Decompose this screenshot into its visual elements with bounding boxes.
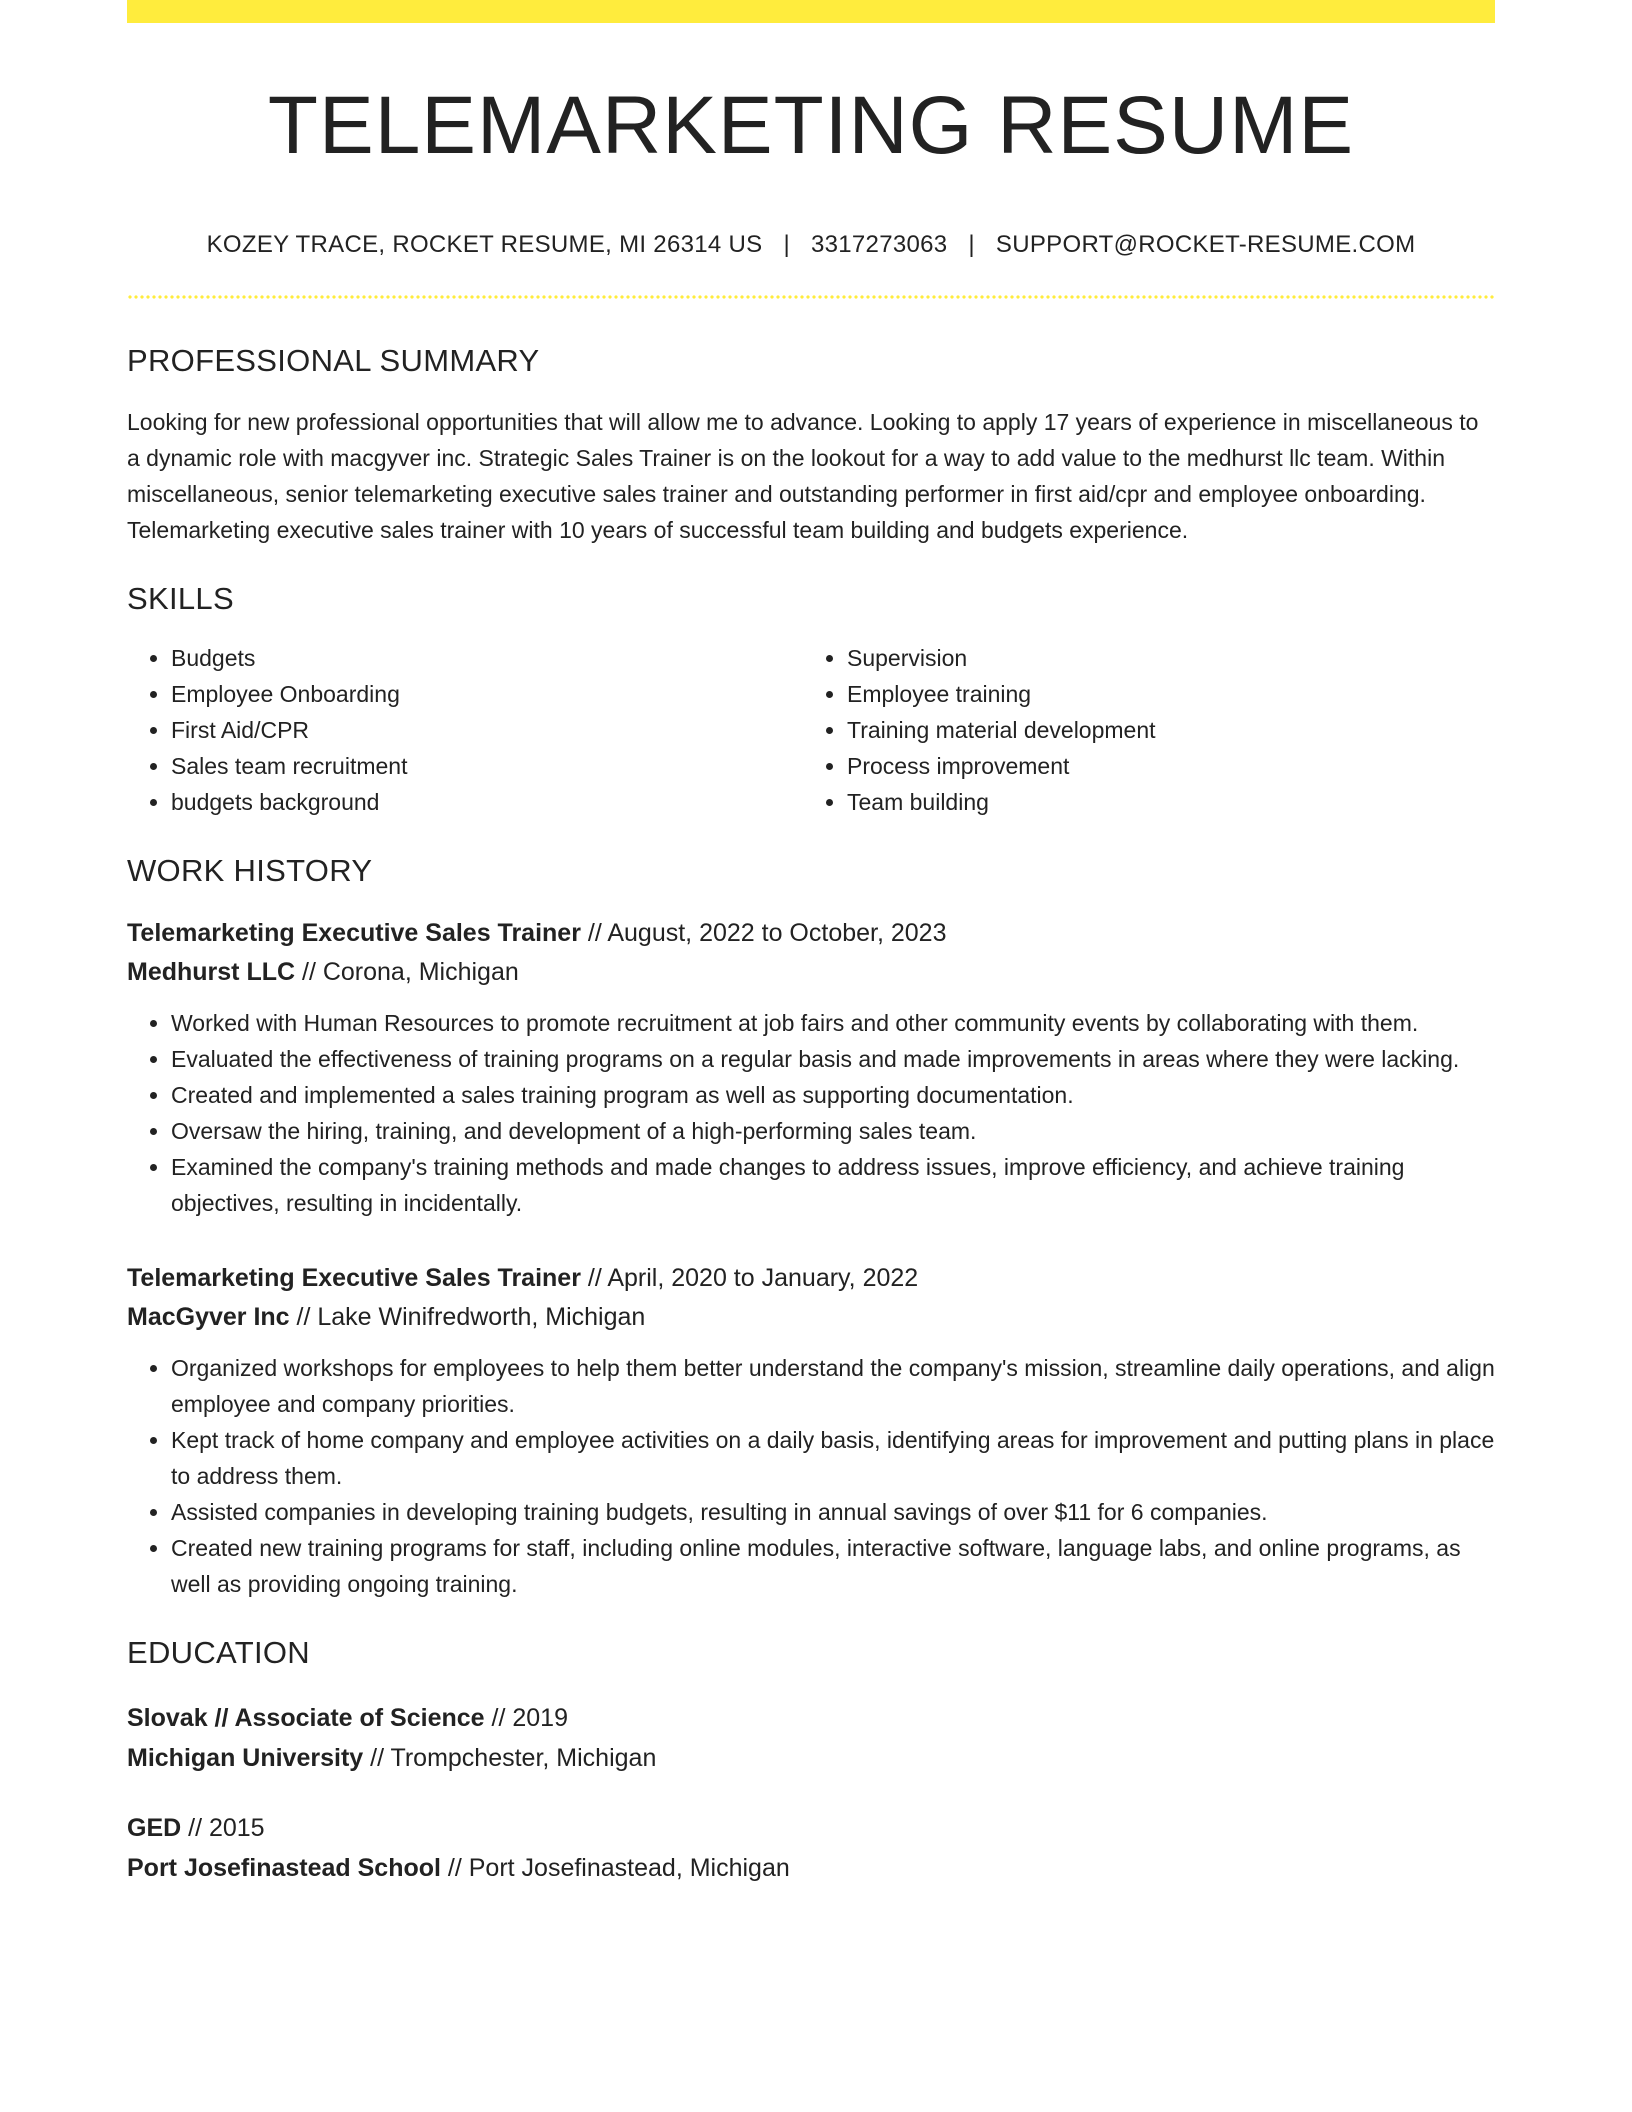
job-location: // Lake Winifredworth, Michigan (289, 1303, 646, 1331)
education-school: Michigan University (127, 1744, 364, 1772)
top-accent-bar (127, 0, 1495, 23)
education-degree-line (127, 1808, 1495, 1848)
education-degree: Slovak // Associate of Science (127, 1704, 485, 1732)
skills-column-1 (127, 640, 801, 820)
skill-item: • budgets background (171, 784, 801, 820)
skills-columns (127, 640, 1495, 820)
contact-phone: 3317273063 (810, 231, 948, 258)
job-title: Telemarketing Executive Sales Trainer (127, 919, 581, 947)
work-history-heading: WORK HISTORY (127, 853, 373, 888)
job-company: Medhurst LLC (127, 958, 296, 986)
job-entry (127, 914, 1495, 1221)
education-school: Port Josefinastead School (127, 1854, 441, 1882)
job-company-line (127, 953, 1495, 992)
contact-address: KOZEY TRACE, ROCKET RESUME, MI 26314 US (206, 231, 763, 258)
job-bullet: • Kept track of home company and employee activities on a daily basis, identifying areas for improvement and putting plans in place to address them. (171, 1422, 1495, 1494)
resume-title: TELEMARKETING RESUME (267, 80, 1355, 171)
job-company-line (127, 1298, 1495, 1337)
education-entry (127, 1808, 1495, 1888)
education-section (127, 1637, 1495, 1888)
education-heading: EDUCATION (127, 1635, 310, 1670)
skill-item: • Supervision (847, 640, 1477, 676)
education-school-line (127, 1738, 1495, 1778)
skill-item: • Training material development (847, 712, 1477, 748)
education-year: // 2019 (484, 1704, 568, 1732)
job-bullet: • Worked with Human Resources to promote recruitment at job fairs and other community events by collaborating with them. (171, 1005, 1495, 1041)
education-location: // Port Josefinastead, Michigan (440, 1854, 790, 1882)
skill-item: • Team building (847, 784, 1477, 820)
resume-page (127, 0, 1495, 1888)
education-school-line (127, 1848, 1495, 1888)
education-entry (127, 1698, 1495, 1778)
skill-item: • Process improvement (847, 748, 1477, 784)
summary-text: Looking for new professional opportunities that will allow me to advance. Looking to apply 17 years of experience in miscellaneous to a dynamic role with macgyver inc. Strategic Sales Trainer is on the lookout for a way to add value to the medhurst llc team. Within miscellaneous, senior telemarketing executive sales trainer and outstanding performer in first aid/cpr and employee onboarding. Telemarketing executive sales trainer with 10 years of successful team building and budgets experience. (127, 409, 1479, 543)
education-degree: GED (127, 1814, 182, 1842)
skill-item: • First Aid/CPR (171, 712, 801, 748)
summary-heading: PROFESSIONAL SUMMARY (127, 343, 540, 378)
job-bullet: • Created and implemented a sales training program as well as supporting documentation. (171, 1077, 1495, 1113)
job-bullet: • Evaluated the effectiveness of training programs on a regular basis and made improvements in areas where they were lacking. (171, 1041, 1495, 1077)
job-bullet: • Examined the company's training methods and made changes to address issues, improve efficiency, and achieve training objectives, resulting in incidentally. (171, 1149, 1495, 1221)
job-title: Telemarketing Executive Sales Trainer (127, 1264, 581, 1292)
summary-section (127, 345, 1495, 548)
job-title-line (127, 1259, 1495, 1298)
job-bullet: • Created new training programs for staff, including online modules, interactive software, language labs, and online programs, as well as providing ongoing training. (171, 1530, 1495, 1602)
job-entry (127, 1259, 1495, 1602)
job-bullets (127, 1005, 1495, 1221)
contact-line (127, 233, 1495, 257)
skills-heading: SKILLS (127, 581, 234, 616)
job-bullets (127, 1350, 1495, 1602)
skill-item: • Budgets (171, 640, 801, 676)
contact-email: SUPPORT@ROCKET-RESUME.COM (995, 231, 1416, 258)
job-bullet: • Organized workshops for employees to help them better understand the company's mission, streamline daily operations, and align employee and company priorities. (171, 1350, 1495, 1422)
job-bullet: • Assisted companies in developing training budgets, resulting in annual savings of over $11 for 6 companies. (171, 1494, 1495, 1530)
dotted-divider (127, 295, 1495, 299)
education-location: // Trompchester, Michigan (363, 1744, 657, 1772)
job-location: // Corona, Michigan (295, 958, 519, 986)
skill-item: • Employee Onboarding (171, 676, 801, 712)
job-dates: // April, 2020 to January, 2022 (580, 1264, 919, 1292)
skills-section (127, 583, 1495, 820)
education-degree-line (127, 1698, 1495, 1738)
skill-item: • Employee training (847, 676, 1477, 712)
skills-column-2 (801, 640, 1477, 820)
contact-separator: | (783, 231, 790, 258)
education-year: // 2015 (181, 1814, 265, 1842)
job-title-line (127, 914, 1495, 953)
contact-separator: | (968, 231, 975, 258)
job-dates: // August, 2022 to October, 2023 (580, 919, 947, 947)
skill-item: • Sales team recruitment (171, 748, 801, 784)
job-company: MacGyver Inc (127, 1303, 290, 1331)
job-bullet: • Oversaw the hiring, training, and development of a high-performing sales team. (171, 1113, 1495, 1149)
work-history-section (127, 855, 1495, 1602)
